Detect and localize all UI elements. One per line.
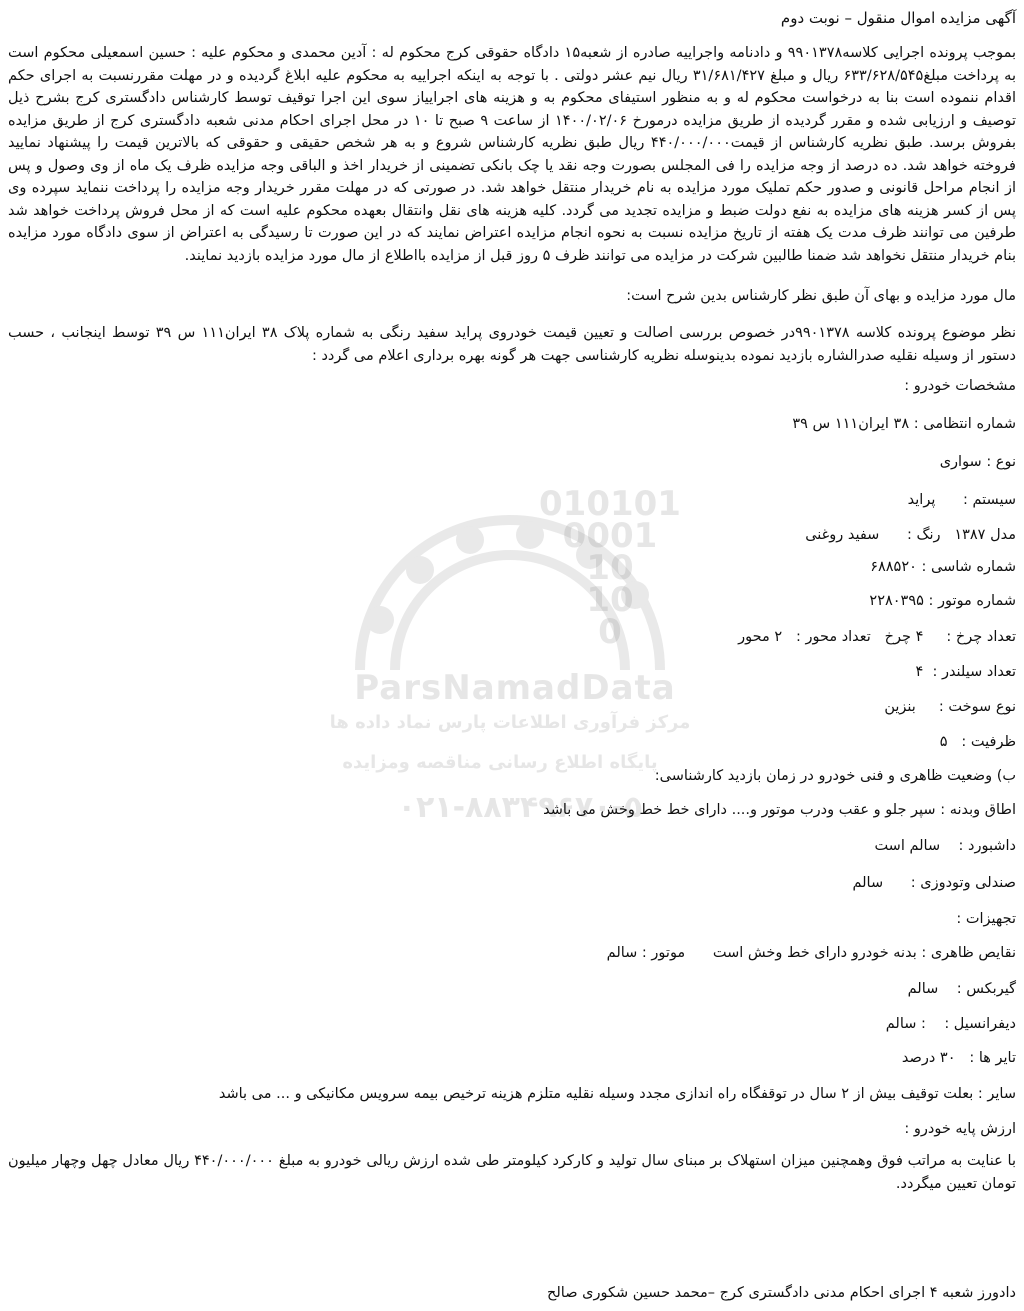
spec-wheels-axles: تعداد چرخ : ۴ چرخ تعداد محور : ۲ محور: [738, 629, 1016, 645]
specs-heading: مشخصات خودرو :: [904, 378, 1016, 394]
condition-dashboard: داشبورد : سالم است: [874, 838, 1016, 854]
intro-paragraph: بموجب پرونده اجرایی کلاسه۹۹۰۱۳۷۸ و دادنامه واجراییه صادره از شعبه۱۵ دادگاه حقوقی کرج محکوم له : آدین محمدی و محکوم علیه : حسین اسمعیلی محکوم است به پرداخت مبلغ۶۳۳/۶۲۸/۵۴۵ ریال و مبلغ ۳۱/۶۸۱/۴۲۷ ریال نیم عشر دولتی . با توجه به اینکه اجراییه به محکوم علیه ابلاغ گردیده و در مهلت مقررنسبت به اجرای حکم اقدام ننموده است بنا به درخواست محکوم له و به منظور استیفای محکوم به و هزینه های اجراییاز سوی این اجرا توقیف توسط کارشناس دادگستری کرج بشرح ذیل توصیف و ارزیابی شده و مقرر گردیده از طریق مزایده درمورخ ۱۴۰۰/۰۲/۰۶ از ساعت ۹ صبح تا ۱۰ در محل اجرای احکام مدنی شعبه دادگستری کرج از طریق مزایده بفروش برسد. طبق نظریه کارشناس از قیمت۴۴۰/۰۰۰/۰۰۰ ریال طبق نظریه کارشناس شروع و به هر شخص حقیقی و حقوقی که بالاترین قیمت را پیشنهاد نمایید فروخته خواهد شد. ده درصد از وجه مزایده را فی المجلس بصورت وجه نقد یا چک بانکی تضمینی از خریدار اخذ و الباقی وجه مزایده ظرف یک ماه از وی وصول و پس از انجام مراحل قانونی و صدور حکم تملیک مورد مزایده به نام خریدار منتقل خواهد شد. در صورتی که در مهلت مقرر خریدار وجه مزایده را پرداخت ننماید سپرده وی پس از کسر هزینه های مزایده به نفع دولت ضبط و مزایده تجدید می گردد. کلیه هزینه های نقل وانتقال بعهده محکوم علیه است که از محل فروش پرداخت خواهد شد طرفین می توانند ظرف مدت یک هفته از تاریخ مزایده نسبت به نحوه انجام مزایده اعتراض نمایند که در این صورت تا رسیدگی به اعتراض از سوی دادگاه مورد مزایده بنام خریدار منتقل نخواهد شد ضمنا طالبین شرکت در مزایده می توانند ظرف ۵ روز قبل از مزایده بااطلاع از مال مورد مزایده بازدید نمایند.: [8, 45, 1017, 264]
spec-chassis: شماره شاسی : ۶۸۸۵۲۰: [870, 559, 1016, 575]
subject-heading: مال مورد مزایده و بهای آن طبق نظر کارشناس بدین شرح است:: [626, 288, 1016, 304]
signature: دادورز شعبه ۴ اجرای احکام مدنی دادگستری کرج –محمد حسین شکوری صالح: [547, 1285, 1016, 1301]
expert-paragraph: نظر موضوع پرونده کلاسه ۹۹۰۱۳۷۸در خصوص بررسی اصالت و تعیین قیمت خودروی پراید سفید رنگی به شماره پلاک ۳۸ ایران۱۱۱ س ۳۹ توسط اینجانب ، حسب دستور از وسیله نقلیه صدرالشاره بازدید نموده بدینوسله نظریه کارشناسی جهت هر گونه بهره برداری اعلام می گردد :: [8, 325, 1016, 364]
spec-model-color: مدل ۱۳۸۷ رنگ : سفید روغنی: [805, 527, 1016, 543]
condition-tires: تایر ها : ۳۰ درصد: [901, 1050, 1016, 1066]
value-paragraph: با عنایت به مراتب فوق وهمچنین میزان استهلاک بر مبنای سال تولید و کارکرد کیلومتر طی شده ارزش ریالی خودرو به مبلغ ۴۴۰/۰۰۰/۰۰۰ ریال معادل چهل وچهار میلیون تومان تعیین میگردد.: [8, 1153, 1016, 1192]
condition-other: سایر : بعلت توقیف بیش از ۲ سال در توقفگاه راه اندازی مجدد وسیله نقلیه متلزم هزینه ترخیص بیمه سرویس مکانیکی و ... می باشد: [218, 1086, 1016, 1102]
condition-heading: ب) وضعیت ظاهری و فنی خودرو در زمان بازدید کارشناسی:: [654, 768, 1016, 784]
watermark-phone: ۰۲۱-۸۸۳۴۹۶۷۰-۵: [397, 790, 643, 825]
spec-engine: شماره موتور : ۲۲۸۰۳۹۵: [869, 593, 1016, 609]
condition-differential: دیفرانسیل : : سالم: [885, 1016, 1016, 1032]
notice-title: آگهی مزایده اموال منقول – نوبت دوم: [780, 9, 1016, 27]
condition-equipment: تجهیزات :: [956, 911, 1016, 927]
spec-cylinders: تعداد سیلندر : ۴: [915, 664, 1016, 680]
condition-gearbox: گیربکس : سالم: [907, 981, 1016, 997]
condition-defects: نقایص ظاهری : بدنه خودرو دارای خط وخش است موتور : سالم: [606, 945, 1016, 961]
spec-fuel: نوع سوخت : بنزین: [884, 699, 1016, 715]
spec-type: نوع : سواری: [939, 454, 1016, 470]
condition-seats: صندلی وتودوزی : سالم: [852, 875, 1016, 891]
spec-plate: شماره انتظامی : ۳۸ ایران۱۱۱ س ۳۹: [792, 416, 1016, 432]
value-heading: ارزش پایه خودرو :: [904, 1121, 1016, 1137]
watermark-binary: 010101 0001 10 10 0: [539, 484, 681, 652]
condition-body: اطاق وبدنه : سپر جلو و عقب ودرب موتور و.... دارای خط خط وخش می باشد: [543, 802, 1016, 818]
spec-capacity: ظرفیت : ۵: [939, 734, 1016, 750]
watermark-brand: ParsNamadData: [354, 668, 676, 708]
watermark-line2: پایگاه اطلاع رسانی مناقصه ومزایده: [342, 752, 658, 773]
watermark-line1: مرکز فرآوری اطلاعات پارس نماد داده ها: [329, 712, 691, 733]
spec-system: سیستم : پراید: [907, 492, 1016, 508]
